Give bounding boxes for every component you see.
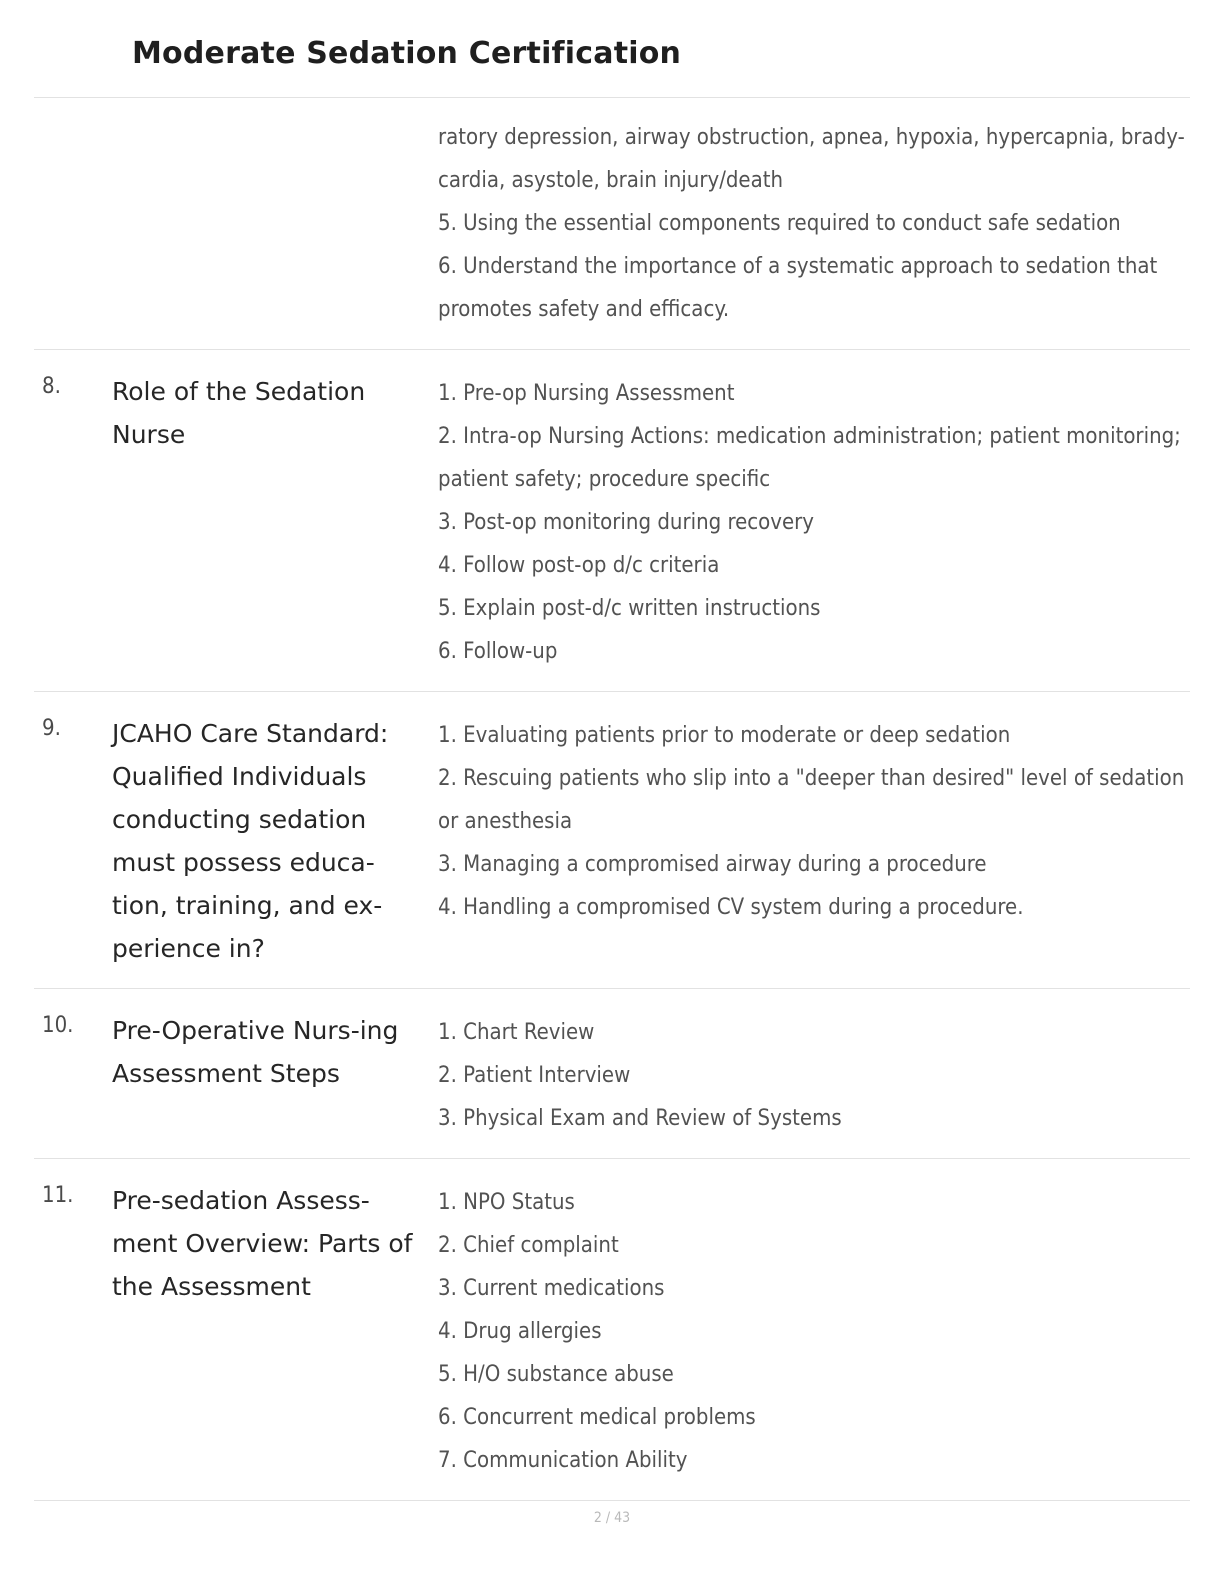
definition-line: 5. Using the essential components required to conduct safe sedation (438, 211, 1121, 236)
definition-line: 4. Handling a compromised CV system during a procedure. (438, 895, 1024, 920)
table-row (34, 98, 1190, 350)
row-number: 11. (42, 1183, 74, 1208)
definition-line: cardia, asystole, brain injury/death (438, 168, 784, 193)
row-number: 8. (42, 374, 61, 399)
row-term: Pre-Operative Nurs-ing Assessment Steps (112, 1016, 399, 1088)
row-term: Pre-sedation Assess-ment Overview: Parts of the Assessment (112, 1186, 413, 1301)
definition-line: 2. Rescuing patients who slip into a "deeper than desired" level of sedation (438, 766, 1185, 791)
definition-line: 4. Drug allergies (438, 1319, 602, 1344)
definition-line: 2. Intra-op Nursing Actions: medication administration; patient monitoring; (438, 424, 1181, 449)
definition-line: patient safety; procedure specific (438, 467, 771, 492)
row-term: Role of the Sedation Nurse (112, 377, 366, 449)
row-definition (434, 1169, 1190, 1482)
definition-line: 1. Chart Review (438, 1020, 595, 1045)
page-footer: 2 / 43 (593, 1510, 631, 1526)
definition-line: 6. Follow-up (438, 639, 558, 664)
table-row (34, 1159, 1190, 1501)
definition-line: 3. Current medications (438, 1276, 665, 1301)
definition-line: 4. Follow post-op d/c criteria (438, 553, 720, 578)
definition-line: or anesthesia (438, 809, 573, 834)
row-definition (434, 702, 1190, 929)
table-row (34, 989, 1190, 1159)
definition-line: 1. NPO Status (438, 1190, 575, 1215)
definition-line: 2. Chief complaint (438, 1233, 619, 1258)
definition-line: 3. Physical Exam and Review of Systems (438, 1106, 842, 1131)
definition-line: 2. Patient Interview (438, 1063, 631, 1088)
definition-line: 1. Pre-op Nursing Assessment (438, 381, 735, 406)
row-number: 10. (42, 1013, 74, 1038)
row-term (112, 104, 434, 114)
row-number (34, 104, 112, 118)
definition-line: ratory depression, airway obstruction, apnea, hypoxia, hypercapnia, brady- (438, 125, 1185, 150)
definition-line: 6. Concurrent medical problems (438, 1405, 756, 1430)
row-number: 9. (42, 716, 61, 741)
definition-line: 3. Post-op monitoring during recovery (438, 510, 815, 535)
row-definition (434, 999, 1190, 1140)
definition-line: 3. Managing a compromised airway during a procedure (438, 852, 987, 877)
definition-line: promotes safety and efficacy. (438, 297, 730, 322)
page-title: Moderate Sedation Certification (132, 36, 682, 71)
row-definition (434, 104, 1190, 331)
definition-line: 7. Communication Ability (438, 1448, 688, 1473)
table-row (34, 692, 1190, 989)
table-row (34, 350, 1190, 692)
row-definition (434, 360, 1190, 673)
definition-line: 1. Evaluating patients prior to moderate or deep sedation (438, 723, 1011, 748)
definitions-table (34, 97, 1190, 1501)
definition-line: 5. H/O substance abuse (438, 1362, 674, 1387)
definition-line: 6. Understand the importance of a systematic approach to sedation that (438, 254, 1158, 279)
definition-line: 5. Explain post-d/c written instructions (438, 596, 821, 621)
row-term: JCAHO Care Standard: Qualified Individuals conducting sedation must possess educa-tion, training, and ex-perience in? (112, 719, 389, 963)
